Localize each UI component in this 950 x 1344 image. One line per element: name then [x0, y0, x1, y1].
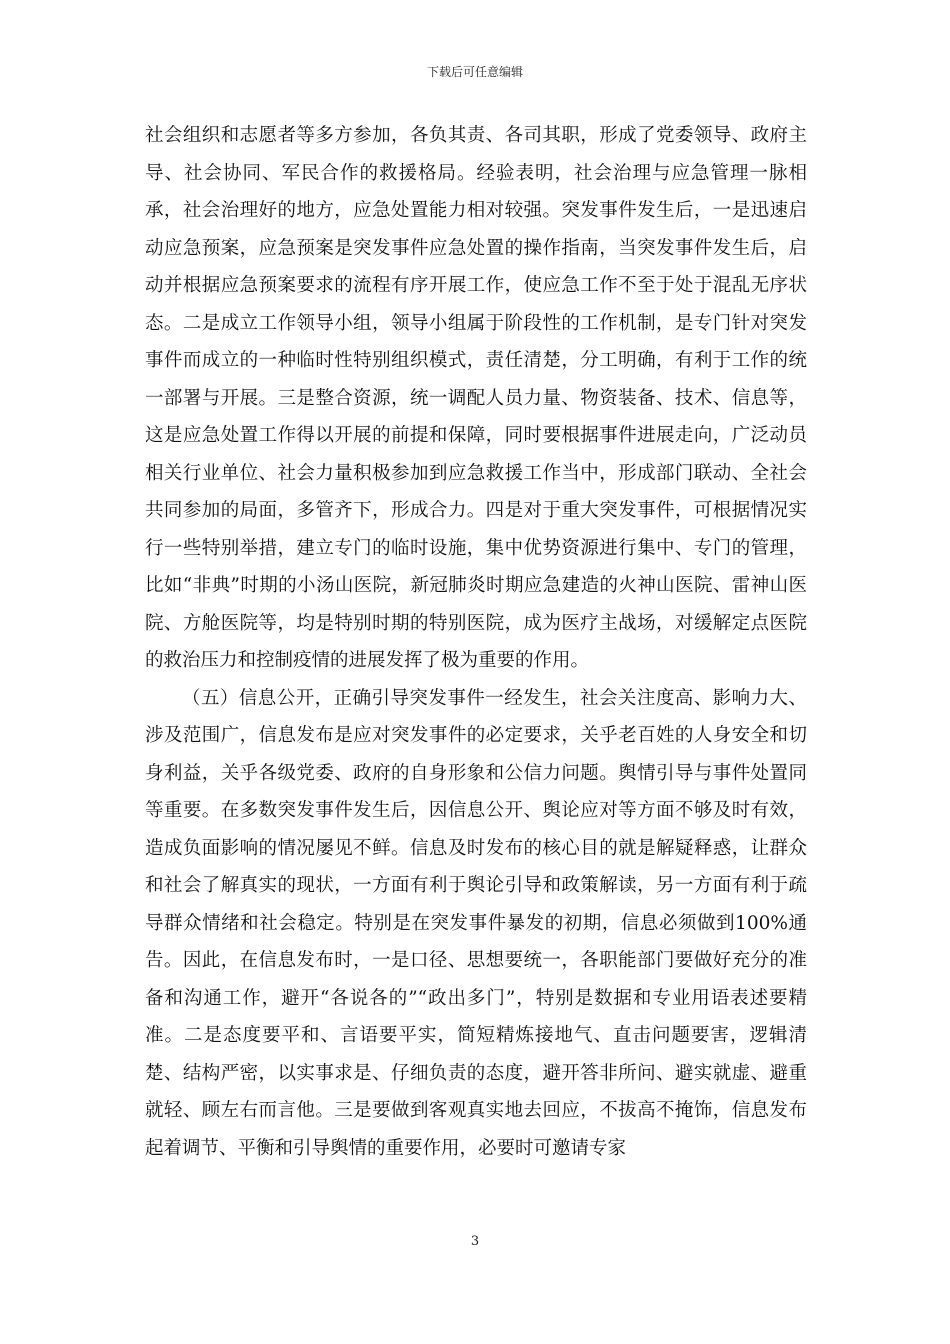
body-paragraph-continuation: 社会组织和志愿者等多方参加，各负其责、各司其职，形成了党委领导、政府主导、社会协同、军民合作的救援格局。经验表明，社会治理与应急管理一脉相承，社会治理好的地方，应急处置能力相对较强。突发事件发生后，一是迅速启动应急预案，应急预案是突发事件应急处置的操作指南，当突发事件发生后，启动并根据应急预案要求的流程有序开展工作，使应急工作不至于处于混乱无序状态。二是成立工作领导小组，领导小组属于阶段性的工作机制，是专门针对突发事件而成立的一种临时性特别组织模式，责任清楚，分工明确，有利于工作的统一部署与开展。三是整合资源，统一调配人员力量、物资装备、技术、信息等，这是应急处置工作得以开展的前提和保障，同时要根据事件进展走向，广泛动员相关行业单位、社会力量积极参加到应急救援工作当中，形成部门联动、全社会共同参加的局面，多管齐下，形成合力。四是对于重大突发事件，可根据情况实行一些特别举措，建立专门的临时设施，集中优势资源进行集中、专门的管理，比如“非典”时期的小汤山医院，新冠肺炎时期应急建造的火神山医院、雷神山医院、方舱医院等，均是特别时期的特别医院，成为医疗主战场，对缓解定点医院的救治压力和控制疫情的进展发挥了极为重要的作用。: [145, 125, 807, 671]
body-paragraph-section-five: （五）信息公开，正确引导突发事件一经发生，社会关注度高、影响力大、涉及范围广，信息发布是应对突发事件的必定要求，关乎老百姓的人身安全和切身利益，关乎各级党委、政府的自身形象和公信力问题。舆情引导与事件处置同等重要。在多数突发事件发生后，因信息公开、舆论应对等方面不够及时有效，造成负面影响的情况屡见不鲜。信息及时发布的核心目的就是解疑释惑，让群众和社会了解真实的现状，一方面有利于舆论引导和政策解读，另一方面有利于疏导群众情绪和社会稳定。特别是在突发事件暴发的初期，信息必须做到100%通告。因此，在信息发布时，一是口径、思想要统一，各职能部门要做好充分的准备和沟通工作，避开“各说各的”“政出多门”，特别是数据和专业用语表述要精准。二是态度要平和、言语要平实，简短精炼接地气、直击问题要害，逻辑清楚、结构严密，以实事求是、仔细负责的态度，避开答非所问、避实就虚、避重就轻、顾左右而言他。三是要做到客观真实地去回应，不拔高不掩饰，信息发布起着调节、平衡和引导舆情的重要作用，必要时可邀请专家: [145, 687, 807, 1159]
document-body: [145, 117, 807, 1167]
page-number: 3: [470, 1234, 480, 1249]
page-header: 下载后可任意编辑: [426, 65, 523, 79]
